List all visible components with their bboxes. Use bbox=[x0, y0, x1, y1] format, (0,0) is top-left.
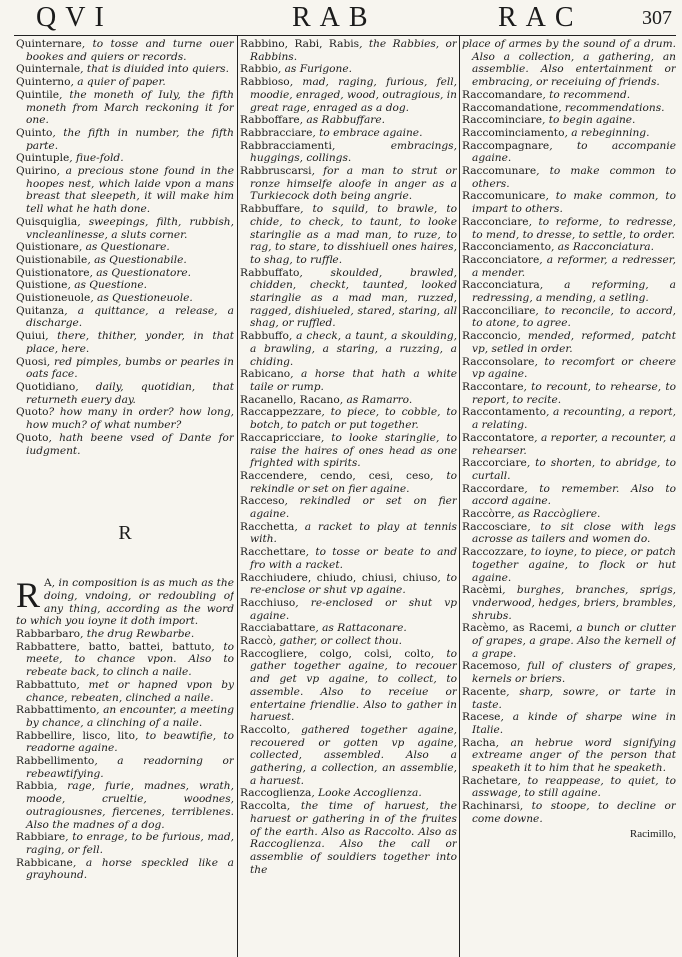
dictionary-entry bbox=[240, 432, 457, 470]
entry-headword: Raccomandare bbox=[462, 88, 543, 101]
entry-headword: Raccomunicare bbox=[462, 190, 546, 203]
entry-headword: Quistionatore bbox=[16, 266, 90, 279]
entry-definition: , a precious stone found in the hoopes nest, which laide vpon a mans breast that sleepeth, it will make him tell what he hath done. bbox=[26, 165, 234, 216]
entry-definition: , there, thither, yonder, in that place, here. bbox=[26, 330, 234, 355]
dictionary-entry bbox=[16, 305, 234, 330]
dictionary-entry bbox=[462, 114, 676, 127]
dictionary-entry bbox=[462, 711, 676, 736]
entry-definition: , rage, furie, madnes, wrath, moode, crueltie, woodnes, outragiousnes, fiercenes, terriblenes. Also the madnes of a dog. bbox=[26, 780, 234, 831]
entry-definition: , as Questione. bbox=[67, 279, 148, 292]
entry-definition: , a recounting, a report, a relating. bbox=[472, 406, 676, 432]
entry-definition: , a quier of paper. bbox=[70, 76, 166, 89]
entry-headword: Quinternale bbox=[16, 63, 81, 76]
dictionary-entry bbox=[462, 254, 676, 279]
entry-definition: , embracings, huggings, collings. bbox=[250, 139, 457, 165]
dictionary-entry bbox=[240, 572, 457, 597]
entry-definition: , to ioyne, to piece, or patch together againe, to flock or hut againe. bbox=[472, 546, 676, 584]
dictionary-entry bbox=[240, 648, 457, 724]
dictionary-entry bbox=[16, 76, 234, 89]
entry-definition: , to recomfort or cheere vp againe. bbox=[472, 355, 676, 381]
entry-headword: Raccappezzare bbox=[240, 406, 322, 419]
entry-definition: , to enrage, to be furious, mad, raging, or fell. bbox=[26, 831, 234, 856]
entry-definition: , to tosse or beate to and fro with a racket. bbox=[250, 546, 457, 571]
entry-headword: Quisquiglia bbox=[16, 215, 78, 228]
entry-definition: , to beawtifie, to readorne againe. bbox=[26, 729, 234, 755]
entry-definition: , as Furigone. bbox=[277, 63, 352, 76]
dictionary-entry bbox=[462, 279, 676, 304]
dictionary-entry bbox=[240, 546, 457, 571]
dictionary-entry bbox=[240, 597, 457, 622]
entry-definition: , to accompanie againe. bbox=[472, 139, 676, 165]
entry-headword: Quitanza bbox=[16, 304, 65, 317]
entry-headword: Rabbruscarsi bbox=[240, 165, 312, 178]
dictionary-entry bbox=[16, 755, 234, 780]
entry-headword: Rabbicane bbox=[16, 856, 73, 869]
dictionary-entry bbox=[462, 584, 676, 622]
page-number: 307 bbox=[642, 7, 672, 29]
entry-headword: Rabbiare bbox=[16, 831, 66, 844]
dictionary-entry bbox=[462, 38, 676, 89]
entry-definition: , the moneth of Iuly, the fifth moneth from March reckoning it for one. bbox=[26, 88, 234, 127]
entry-headword: Raccominciare bbox=[462, 114, 543, 127]
entry-headword: Rabbattuto bbox=[16, 678, 77, 691]
entry-headword: Raccomandatione bbox=[462, 101, 559, 114]
entry-definition: , re-enclosed or shut vp againe. bbox=[250, 596, 457, 622]
dictionary-entry bbox=[16, 165, 234, 216]
dictionary-entry bbox=[16, 254, 234, 267]
entry-headword: Rabbio bbox=[240, 63, 278, 76]
entry-headword: Raccogliere, colgo, colsi, colto bbox=[240, 647, 431, 660]
dictionary-entry bbox=[462, 508, 676, 521]
entry-headword: Raccolta bbox=[240, 800, 287, 813]
dictionary-entry bbox=[462, 102, 676, 115]
entry-headword: Rabbarbaro bbox=[16, 628, 81, 641]
dictionary-entry bbox=[462, 521, 676, 546]
entry-headword: Quosi bbox=[16, 355, 47, 368]
entry-headword: Racèmi bbox=[462, 584, 503, 597]
dictionary-entry bbox=[240, 63, 457, 76]
column-1 bbox=[16, 38, 234, 956]
entry-headword: A bbox=[44, 577, 52, 590]
dictionary-entry bbox=[462, 800, 676, 825]
entry-definition: , to reappease, to quiet, to asswage, to still againe. bbox=[472, 774, 676, 800]
dictionary-entry bbox=[16, 38, 234, 63]
entry-definition: , to meete, to chance vpon. Also to rebeate back, to clinch a naile. bbox=[26, 640, 234, 679]
dictionary-entry bbox=[240, 724, 457, 788]
dictionary-entry bbox=[16, 730, 234, 755]
entry-headword: Quiui bbox=[16, 330, 46, 343]
entry-definition: , to tosse and turne ouer bookes and quiers or records. bbox=[26, 38, 234, 63]
entry-headword: Raccontamento bbox=[462, 406, 546, 419]
entry-headword: Rabbattere, batto, battei, battuto bbox=[16, 640, 212, 653]
dictionary-entry bbox=[240, 800, 457, 876]
entry-definition: , as Ramarro. bbox=[339, 393, 413, 406]
entry-definition: , that is diuided into quiers. bbox=[80, 63, 229, 76]
section-letter: R bbox=[118, 522, 132, 545]
entry-definition: , the Rabbies, or Rabbins. bbox=[250, 38, 457, 63]
entry-headword: Raccontare bbox=[462, 380, 524, 393]
entry-definition: , a reformer, a redresser, a mender. bbox=[472, 253, 676, 279]
entry-headword: Rabbuffo bbox=[240, 330, 289, 343]
entry-headword: Quinto bbox=[16, 126, 53, 139]
dictionary-entry bbox=[462, 686, 676, 711]
dictionary-entry bbox=[462, 457, 676, 482]
dictionary-entry bbox=[240, 787, 457, 800]
entry-headword: Racchiudere, chiudo, chiusi, chiuso bbox=[240, 571, 438, 584]
entry-definition: , as Questioneuole. bbox=[90, 292, 193, 305]
entry-headword: Raccomunare bbox=[462, 165, 537, 178]
entry-headword: Rachinarsi bbox=[462, 800, 520, 813]
entry-headword: Racconciatore bbox=[462, 253, 540, 266]
entry-definition: , to stoope, to decline or come downe. bbox=[472, 800, 676, 825]
entry-headword: Rabboffare bbox=[240, 114, 300, 127]
entry-headword: Quistionare bbox=[16, 241, 79, 254]
entry-definition: , gather, or collect thou. bbox=[272, 635, 402, 648]
entry-headword: Raccendere, cendo, cesi, ceso bbox=[240, 469, 431, 482]
entry-headword: Rabbino, Rabi, Rabis bbox=[240, 38, 360, 50]
entry-headword: Racconciamento bbox=[462, 241, 552, 254]
header-left: QVI bbox=[36, 2, 113, 33]
catchword: Racimillo, bbox=[629, 827, 676, 840]
entry-definition: , to squild, to brawle, to chide, to check, to taunt, to looke staringlie as a mad man, to ruze, to rag, to stare, to disshiuell ones haires, to shag, to ruffle. bbox=[250, 203, 457, 266]
entry-definition: , hath beene vsed of Dante for iudgment. bbox=[26, 431, 234, 457]
dictionary-entry bbox=[240, 495, 457, 520]
dictionary-entry bbox=[16, 432, 234, 457]
entry-definition: , the fifth in number, the fifth parte. bbox=[26, 126, 234, 152]
entry-definition: , full of clusters of grapes, kernels or briers. bbox=[472, 660, 676, 686]
entry-headword: Raccosciare bbox=[462, 520, 528, 533]
dictionary-entry bbox=[240, 267, 457, 331]
entry-definition: , to remember. Also to accord againe. bbox=[472, 482, 676, 508]
entry-definition: , a reporter, a recounter, a rehearser. bbox=[472, 431, 676, 457]
entry-headword: Rabicano bbox=[240, 368, 291, 381]
entry-headword: Quintile bbox=[16, 88, 60, 101]
entry-headword: Raccordare bbox=[462, 482, 525, 495]
dictionary-entry bbox=[16, 679, 234, 704]
dictionary-entry bbox=[462, 737, 676, 775]
dictionary-entry bbox=[462, 190, 676, 215]
entry-headword: Rabbuffato bbox=[240, 266, 300, 279]
entry-definition: , mended, reformed, patcht vp, setled in order. bbox=[472, 330, 676, 355]
entry-definition: , to rekindle or set on fier againe. bbox=[250, 469, 457, 495]
entry-definition: , Looke Accoglienza. bbox=[311, 787, 422, 800]
dictionary-entry bbox=[462, 165, 676, 190]
entry-headword: Racese bbox=[462, 711, 501, 724]
entry-headword: Raccolto bbox=[240, 723, 287, 736]
dictionary-entry bbox=[240, 406, 457, 431]
entry-definition: , a reforming, a redressing, a mending, a setling. bbox=[472, 279, 676, 305]
dictionary-entry bbox=[16, 216, 234, 241]
entry-definition: , a kinde of sharpe wine in Italie. bbox=[472, 711, 676, 736]
dictionary-entry bbox=[16, 704, 234, 729]
entry-definition: , a racket to play at tennis with. bbox=[250, 520, 457, 546]
entry-definition: , to recount, to rehearse, to report, to recite. bbox=[472, 380, 676, 406]
entry-headword: Rabbellire, lisco, lito bbox=[16, 729, 135, 742]
column-2 bbox=[240, 38, 457, 956]
entry-headword: Racha bbox=[462, 736, 496, 749]
entry-definition: , as Raccògliere. bbox=[511, 508, 601, 521]
entry-headword: Racente bbox=[462, 685, 507, 698]
entry-headword: Quotidiano bbox=[16, 380, 76, 393]
dictionary-entry bbox=[462, 546, 676, 584]
dictionary-entry bbox=[462, 216, 676, 241]
entry-definition: , for a man to strut or ronze himselfe aloofe in anger as a Turkiecock doth being angrie. bbox=[250, 165, 457, 203]
entry-definition: , an encounter, a meeting by chance, a clinching of a naile. bbox=[26, 704, 234, 729]
entry-definition: , met or hapned vpon by chance, rebeaten, clinched a naile. bbox=[26, 678, 234, 704]
entry-headword: Quirino bbox=[16, 165, 57, 178]
dictionary-entry bbox=[16, 152, 234, 165]
entry-headword: Rabbellimento bbox=[16, 755, 95, 768]
header-right: RAC bbox=[498, 2, 583, 33]
column-rule-1 bbox=[237, 36, 238, 957]
entry-headword: Raccorciare bbox=[462, 457, 527, 470]
entry-definition: , a check, a taunt, a skoulding, a brawling, a staring, a ruzzing, a chiding. bbox=[250, 330, 457, 368]
dictionary-entry bbox=[240, 521, 457, 546]
entry-headword: Racconciatura bbox=[462, 279, 540, 292]
dictionary-entry bbox=[16, 356, 234, 381]
entry-headword: Rachetare bbox=[462, 774, 518, 787]
entry-definition: , rekindled or set on fier againe. bbox=[250, 495, 457, 521]
drop-cap-entry bbox=[16, 577, 234, 628]
dictionary-entry bbox=[462, 483, 676, 508]
entry-definition: , a readorning or rebeawtifying. bbox=[26, 755, 234, 780]
dictionary-entry bbox=[462, 356, 676, 381]
dictionary-entry bbox=[16, 628, 234, 641]
entry-definition: , skoulded, brawled, chidden, checkt, taunted, looked staringlie as a mad man, ruzzed, ragged, dishiueled, stared, staring, all shag, or ruffled. bbox=[250, 266, 457, 330]
entry-definition: , to looke staringlie, to raise the haires of ones head as one frighted with spirits. bbox=[250, 431, 457, 470]
entry-headword: Rabbioso bbox=[240, 76, 290, 89]
entry-definition: , as Rabbuffare. bbox=[299, 114, 385, 127]
entry-definition: , as Questionare. bbox=[78, 241, 170, 254]
entry-headword: Raccominciamento bbox=[462, 126, 565, 139]
entry-definition: , the drug Rewbarbe. bbox=[80, 628, 195, 641]
entry-definition: , a horse that hath a white taile or rump. bbox=[250, 368, 457, 393]
entry-definition: , the time of haruest, the haruest or gathering in of the fruites of the earth. Also as Raccolto. Also as Raccoglienza. Also the call or assemblie of souldiers together into the bbox=[250, 800, 457, 876]
entry-definition: , sweepings, filth, rubbish, vncleanlinesse, a sluts corner. bbox=[26, 215, 234, 241]
entry-definition: , to make common, to impart to others. bbox=[472, 190, 676, 216]
dictionary-entry bbox=[16, 831, 234, 856]
entry-headword: Racconsolare bbox=[462, 355, 535, 368]
entry-headword: Rabbracciare bbox=[240, 126, 313, 139]
entry-definition: , to gather together againe, to recouer and get vp againe, to collect, to assemble. Also to receiue or entertaine friendlie. Also to gather in haruest. bbox=[250, 647, 457, 724]
entry-headword: Raccapricciare bbox=[240, 431, 321, 444]
entry-definition: , to reforme, to redresse, to mend, to dresse, to settle, to order. bbox=[472, 215, 676, 241]
dictionary-entry bbox=[16, 381, 234, 406]
entry-definition: , in composition is as much as the doing, vndoing, or redoubling of any thing, according as the word to which you ioyne it doth import. bbox=[16, 577, 234, 628]
entry-headword: Quintuple bbox=[16, 152, 70, 165]
entry-definition: , as Questionatore. bbox=[89, 266, 192, 279]
entry-headword: Racemoso bbox=[462, 660, 517, 673]
dictionary-entry bbox=[240, 635, 457, 648]
entry-definition: , a rebeginning. bbox=[564, 126, 650, 139]
entry-definition: , to reconcile, to accord, to atone, to agree. bbox=[472, 304, 676, 330]
dictionary-entry bbox=[240, 203, 457, 267]
entry-definition: , to begin againe. bbox=[542, 114, 636, 127]
entry-headword: Racconciare bbox=[462, 215, 529, 228]
column-3 bbox=[462, 38, 676, 956]
entry-definition: , fiue-fold. bbox=[69, 152, 124, 165]
dictionary-entry bbox=[16, 406, 234, 431]
dictionary-entry bbox=[240, 127, 457, 140]
entry-headword: Racconcio bbox=[462, 330, 518, 343]
entry-headword: Racconciliare bbox=[462, 304, 536, 317]
dictionary-entry bbox=[16, 641, 234, 679]
entry-headword: Rabbattimento bbox=[16, 704, 97, 717]
entry-headword: Quinternare bbox=[16, 38, 82, 50]
entry-headword: Raccoglienza bbox=[240, 787, 312, 800]
entry-definition: , to shorten, to abridge, to curtall. bbox=[472, 457, 676, 482]
column-rule-2 bbox=[459, 36, 460, 957]
entry-definition: , red pimples, bumbs or pearles in oats face. bbox=[26, 355, 234, 381]
entry-headword: Rabbia bbox=[16, 780, 54, 793]
dictionary-entry bbox=[16, 330, 234, 355]
entry-definition: , daily, quotidian, that returneth euery day. bbox=[26, 380, 234, 406]
entry-definition: , gathered together againe, recouered or gotten vp againe, collected, assembled. Also a gathering, a collection, an assemblie, a haruest. bbox=[250, 723, 457, 787]
dictionary-entry bbox=[16, 857, 234, 882]
dictionary-entry bbox=[462, 432, 676, 457]
dictionary-entry bbox=[16, 241, 234, 254]
dictionary-entry bbox=[240, 165, 457, 203]
dictionary-entry bbox=[462, 89, 676, 102]
dictionary-entry bbox=[240, 470, 457, 495]
entry-definition: , burghes, branches, sprigs, vnderwood, hedges, briers, brambles, shrubs. bbox=[472, 584, 676, 622]
entry-headword: Raccompagnare bbox=[462, 139, 550, 152]
dictionary-entry bbox=[462, 305, 676, 330]
running-header bbox=[0, 2, 682, 34]
dictionary-entry bbox=[240, 114, 457, 127]
dictionary-entry bbox=[240, 140, 457, 165]
entry-definition: , as Rattaconare. bbox=[315, 622, 407, 635]
entry-definition: , to piece, to cobble, to botch, to patch or put together. bbox=[250, 406, 457, 432]
dictionary-entry bbox=[16, 267, 234, 280]
entry-definition: , recommendations. bbox=[558, 101, 665, 114]
entry-headword: Racchettare bbox=[240, 546, 306, 559]
dictionary-entry bbox=[462, 775, 676, 800]
dictionary-entry bbox=[240, 622, 457, 635]
entry-definition: , an hebrue word signifying extreame anger of the person that speaketh it to him that he speaketh. bbox=[472, 736, 676, 775]
entry-definition: , to recommend. bbox=[542, 88, 631, 101]
dictionary-entry bbox=[462, 381, 676, 406]
dictionary-entry bbox=[240, 38, 457, 63]
entry-headword: Quoto bbox=[16, 431, 49, 444]
entry-definition: , a bunch or clutter of grapes, a grape. Also the kernell of a grape. bbox=[472, 622, 676, 660]
entry-definition: , as Racconciatura. bbox=[551, 241, 654, 254]
dictionary-entry bbox=[16, 780, 234, 831]
entry-headword: Racciabattare bbox=[240, 622, 316, 635]
entry-headword: Raccozzare bbox=[462, 546, 524, 559]
dictionary-entry bbox=[240, 394, 457, 407]
entry-headword: Quistionabile bbox=[16, 253, 88, 266]
entry-headword: Racanello, Racano bbox=[240, 393, 340, 406]
dictionary-entry bbox=[462, 406, 676, 431]
entry-definition: , as Questionabile. bbox=[87, 253, 187, 266]
entry-definition: place of armes by the sound of a drum. Also a collection, a gathering, an assemblie. Also entertainment or embracing, or receiuing of friends. bbox=[462, 38, 676, 89]
dictionary-entry bbox=[16, 63, 234, 76]
entry-definition: , to re-enclose or shut vp againe. bbox=[250, 571, 457, 597]
entry-headword: Quistione bbox=[16, 279, 68, 292]
entry-definition: ? how many in order? how long, how much? of what number? bbox=[26, 406, 234, 432]
dictionary-entry bbox=[16, 89, 234, 127]
dictionary-entry bbox=[240, 368, 457, 393]
dictionary-entry bbox=[240, 330, 457, 368]
dictionary-entry bbox=[462, 127, 676, 140]
entry-headword: Quinterno bbox=[16, 76, 71, 89]
entry-headword: Quoto bbox=[16, 406, 49, 419]
drop-cap: R bbox=[16, 575, 41, 616]
dictionary-entry bbox=[16, 292, 234, 305]
dictionary-entry bbox=[462, 330, 676, 355]
dictionary-entry bbox=[462, 660, 676, 685]
entry-headword: Rabbracciamenti bbox=[240, 139, 332, 152]
dictionary-entry bbox=[16, 127, 234, 152]
entry-definition: , mad, raging, furious, fell, moodie, enraged, wood, outragious, in great rage, enraged as a dog. bbox=[250, 76, 457, 114]
entry-definition: , to embrace againe. bbox=[312, 126, 423, 139]
entry-headword: Quistioneuole bbox=[16, 292, 91, 305]
entry-definition: , a quittance, a release, a discharge. bbox=[26, 304, 234, 330]
dictionary-entry bbox=[462, 241, 676, 254]
dictionary-entry bbox=[462, 140, 676, 165]
entry-definition: , to sit close with legs acrosse as tailers and women do. bbox=[472, 520, 676, 546]
entry-headword: Rabbuffare bbox=[240, 203, 301, 216]
entry-definition: , a horse speckled like a grayhound. bbox=[26, 856, 234, 882]
entry-definition: , sharp, sowre, or tarte in taste. bbox=[472, 685, 676, 711]
entry-headword: Racceso bbox=[240, 495, 285, 508]
dictionary-entry bbox=[240, 76, 457, 114]
header-rule bbox=[14, 35, 676, 36]
entry-headword: Raccò bbox=[240, 635, 273, 648]
entry-headword: Raccòrre bbox=[462, 508, 512, 521]
entry-headword: Racchetta bbox=[240, 520, 295, 533]
dictionary-entry bbox=[16, 279, 234, 292]
entry-headword: Racchiuso bbox=[240, 596, 296, 609]
dictionary-entry bbox=[462, 622, 676, 660]
entry-definition: , to make common to others. bbox=[472, 165, 676, 190]
entry-headword: Racèmo, as Racemi bbox=[462, 622, 569, 635]
entry-headword: Raccontatore bbox=[462, 431, 535, 444]
header-middle: RAB bbox=[292, 2, 377, 33]
